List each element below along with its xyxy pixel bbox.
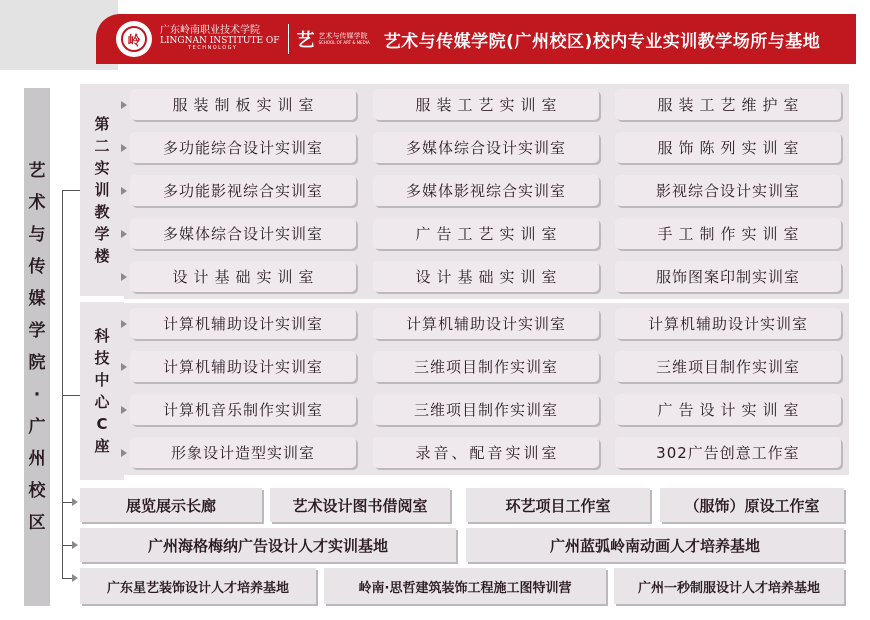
training-room: 手工制作实训室 (615, 218, 841, 249)
label-char: C (96, 415, 108, 433)
label-char: 广 (28, 417, 46, 437)
training-room: 广告设计实训室 (615, 394, 841, 425)
row-arrow-icon (121, 273, 127, 281)
training-room: 多功能综合设计实训室 (130, 132, 356, 163)
connector-trunk (62, 190, 63, 578)
training-room: 服装工艺维护室 (615, 89, 841, 120)
label-char: 媒 (28, 289, 46, 309)
row-arrow-icon (121, 320, 127, 328)
row-arrow-icon (121, 144, 127, 152)
label-char: 第 (94, 115, 110, 133)
connector-building2 (62, 395, 80, 396)
base-art-library: 艺术设计图书借阅室 (270, 488, 450, 522)
training-room: 服饰图案印制实训室 (615, 261, 841, 292)
building-tech-center-c-label (80, 302, 124, 480)
label-char: 心 (94, 393, 110, 411)
training-room: 多媒体影视综合实训室 (373, 175, 599, 206)
training-room: 设计基础实训室 (130, 261, 356, 292)
building-teaching-2-label (80, 84, 124, 296)
training-room: 设计基础实训室 (373, 261, 599, 292)
label-char: 州 (28, 449, 46, 469)
training-room: 形象设计造型实训室 (130, 437, 356, 468)
training-room: 计算机辅助设计实训室 (373, 308, 599, 339)
university-name-cn: 广东岭南职业技术学院 (160, 25, 260, 37)
label-char: 与 (28, 225, 46, 245)
row-arrow-icon (121, 101, 127, 109)
row-arrow-icon (121, 449, 127, 457)
row-arrow-icon (121, 187, 127, 195)
connector-building1 (62, 190, 80, 191)
school-logo (297, 26, 370, 52)
training-room: 计算机辅助设计实训室 (130, 351, 356, 382)
label-char: 校 (28, 481, 46, 501)
label-char: · (33, 385, 41, 405)
training-room: 多媒体综合设计实训室 (373, 132, 599, 163)
base-lanhu-animation: 广州蓝弧岭南动画人才培养基地 (466, 528, 844, 562)
base-haige-mena: 广州海格梅纳广告设计人才实训基地 (80, 528, 456, 562)
training-room: 计算机音乐制作实训室 (130, 394, 356, 425)
training-room: 录音、配音实训室 (373, 437, 599, 468)
label-char: 学 (28, 321, 46, 341)
label-char: 教 (94, 203, 110, 221)
university-logo (160, 26, 280, 51)
label-char: 中 (94, 371, 110, 389)
campus-label-column (24, 88, 50, 606)
training-room: 计算机辅助设计实训室 (130, 308, 356, 339)
school-name-cn: 艺术与传媒学院 (318, 31, 368, 40)
label-char: 术 (28, 193, 46, 213)
row-arrow-icon (121, 406, 127, 414)
training-room: 三维项目制作实训室 (373, 351, 599, 382)
base-xingyi-decoration: 广东星艺装饰设计人才培养基地 (80, 568, 316, 604)
header-banner (96, 14, 856, 64)
base-exhibition-corridor: 展览展示长廊 (80, 488, 262, 522)
training-room: 计算机辅助设计实训室 (615, 308, 841, 339)
base-env-art-studio: 环艺项目工作室 (466, 488, 650, 522)
training-room: 302广告创意工作室 (615, 437, 841, 468)
label-char: 传 (28, 257, 46, 277)
row-arrow-icon (121, 363, 127, 371)
page-title: 艺术与传媒学院(广州校区)校内专业实训教学场所与基地 (383, 31, 821, 52)
label-char: 实 (94, 159, 110, 177)
training-room: 多功能影视综合实训室 (130, 175, 356, 206)
university-name-en2: TECHNOLOGY (188, 45, 238, 52)
label-char: 区 (28, 513, 46, 533)
training-room: 多媒体综合设计实训室 (130, 218, 356, 249)
label-char: 楼 (94, 247, 110, 265)
training-room: 广告工艺实训室 (373, 218, 599, 249)
base-sizhe-construction: 岭南·思哲建筑装饰工程施工图特训营 (324, 568, 606, 604)
arrow-bases1-icon (72, 498, 78, 506)
arrow-bases2-icon (72, 541, 78, 549)
training-room: 服装工艺实训室 (373, 89, 599, 120)
training-room: 影视综合设计实训室 (615, 175, 841, 206)
university-name-en: LINGNAN INSTITUTE OF (160, 35, 280, 46)
base-fashion-design-studio: （服饰）原设工作室 (660, 488, 844, 522)
arrow-bases3-icon (72, 574, 78, 582)
label-char: 二 (94, 137, 110, 155)
logo-divider (288, 24, 289, 54)
training-room: 三维项目制作实训室 (615, 351, 841, 382)
training-room: 服饰陈列实训室 (615, 132, 841, 163)
base-yimiao-uniform: 广州一秒制服设计人才培养基地 (614, 568, 844, 604)
label-char: 院 (28, 353, 46, 373)
label-char: 学 (94, 225, 110, 243)
label-char: 训 (94, 181, 110, 199)
label-char: 艺 (28, 161, 46, 181)
university-seal-icon: 岭 (116, 21, 152, 57)
school-mark-icon: 艺 (296, 30, 315, 51)
label-char: 座 (94, 437, 110, 455)
school-name-en: SCHOOL OF ART & MEDIA (318, 39, 370, 45)
training-room: 服装制板实训室 (130, 89, 356, 120)
row-arrow-icon (121, 230, 127, 238)
label-char: 技 (94, 349, 110, 367)
label-char: 科 (94, 327, 110, 345)
training-room: 三维项目制作实训室 (373, 394, 599, 425)
